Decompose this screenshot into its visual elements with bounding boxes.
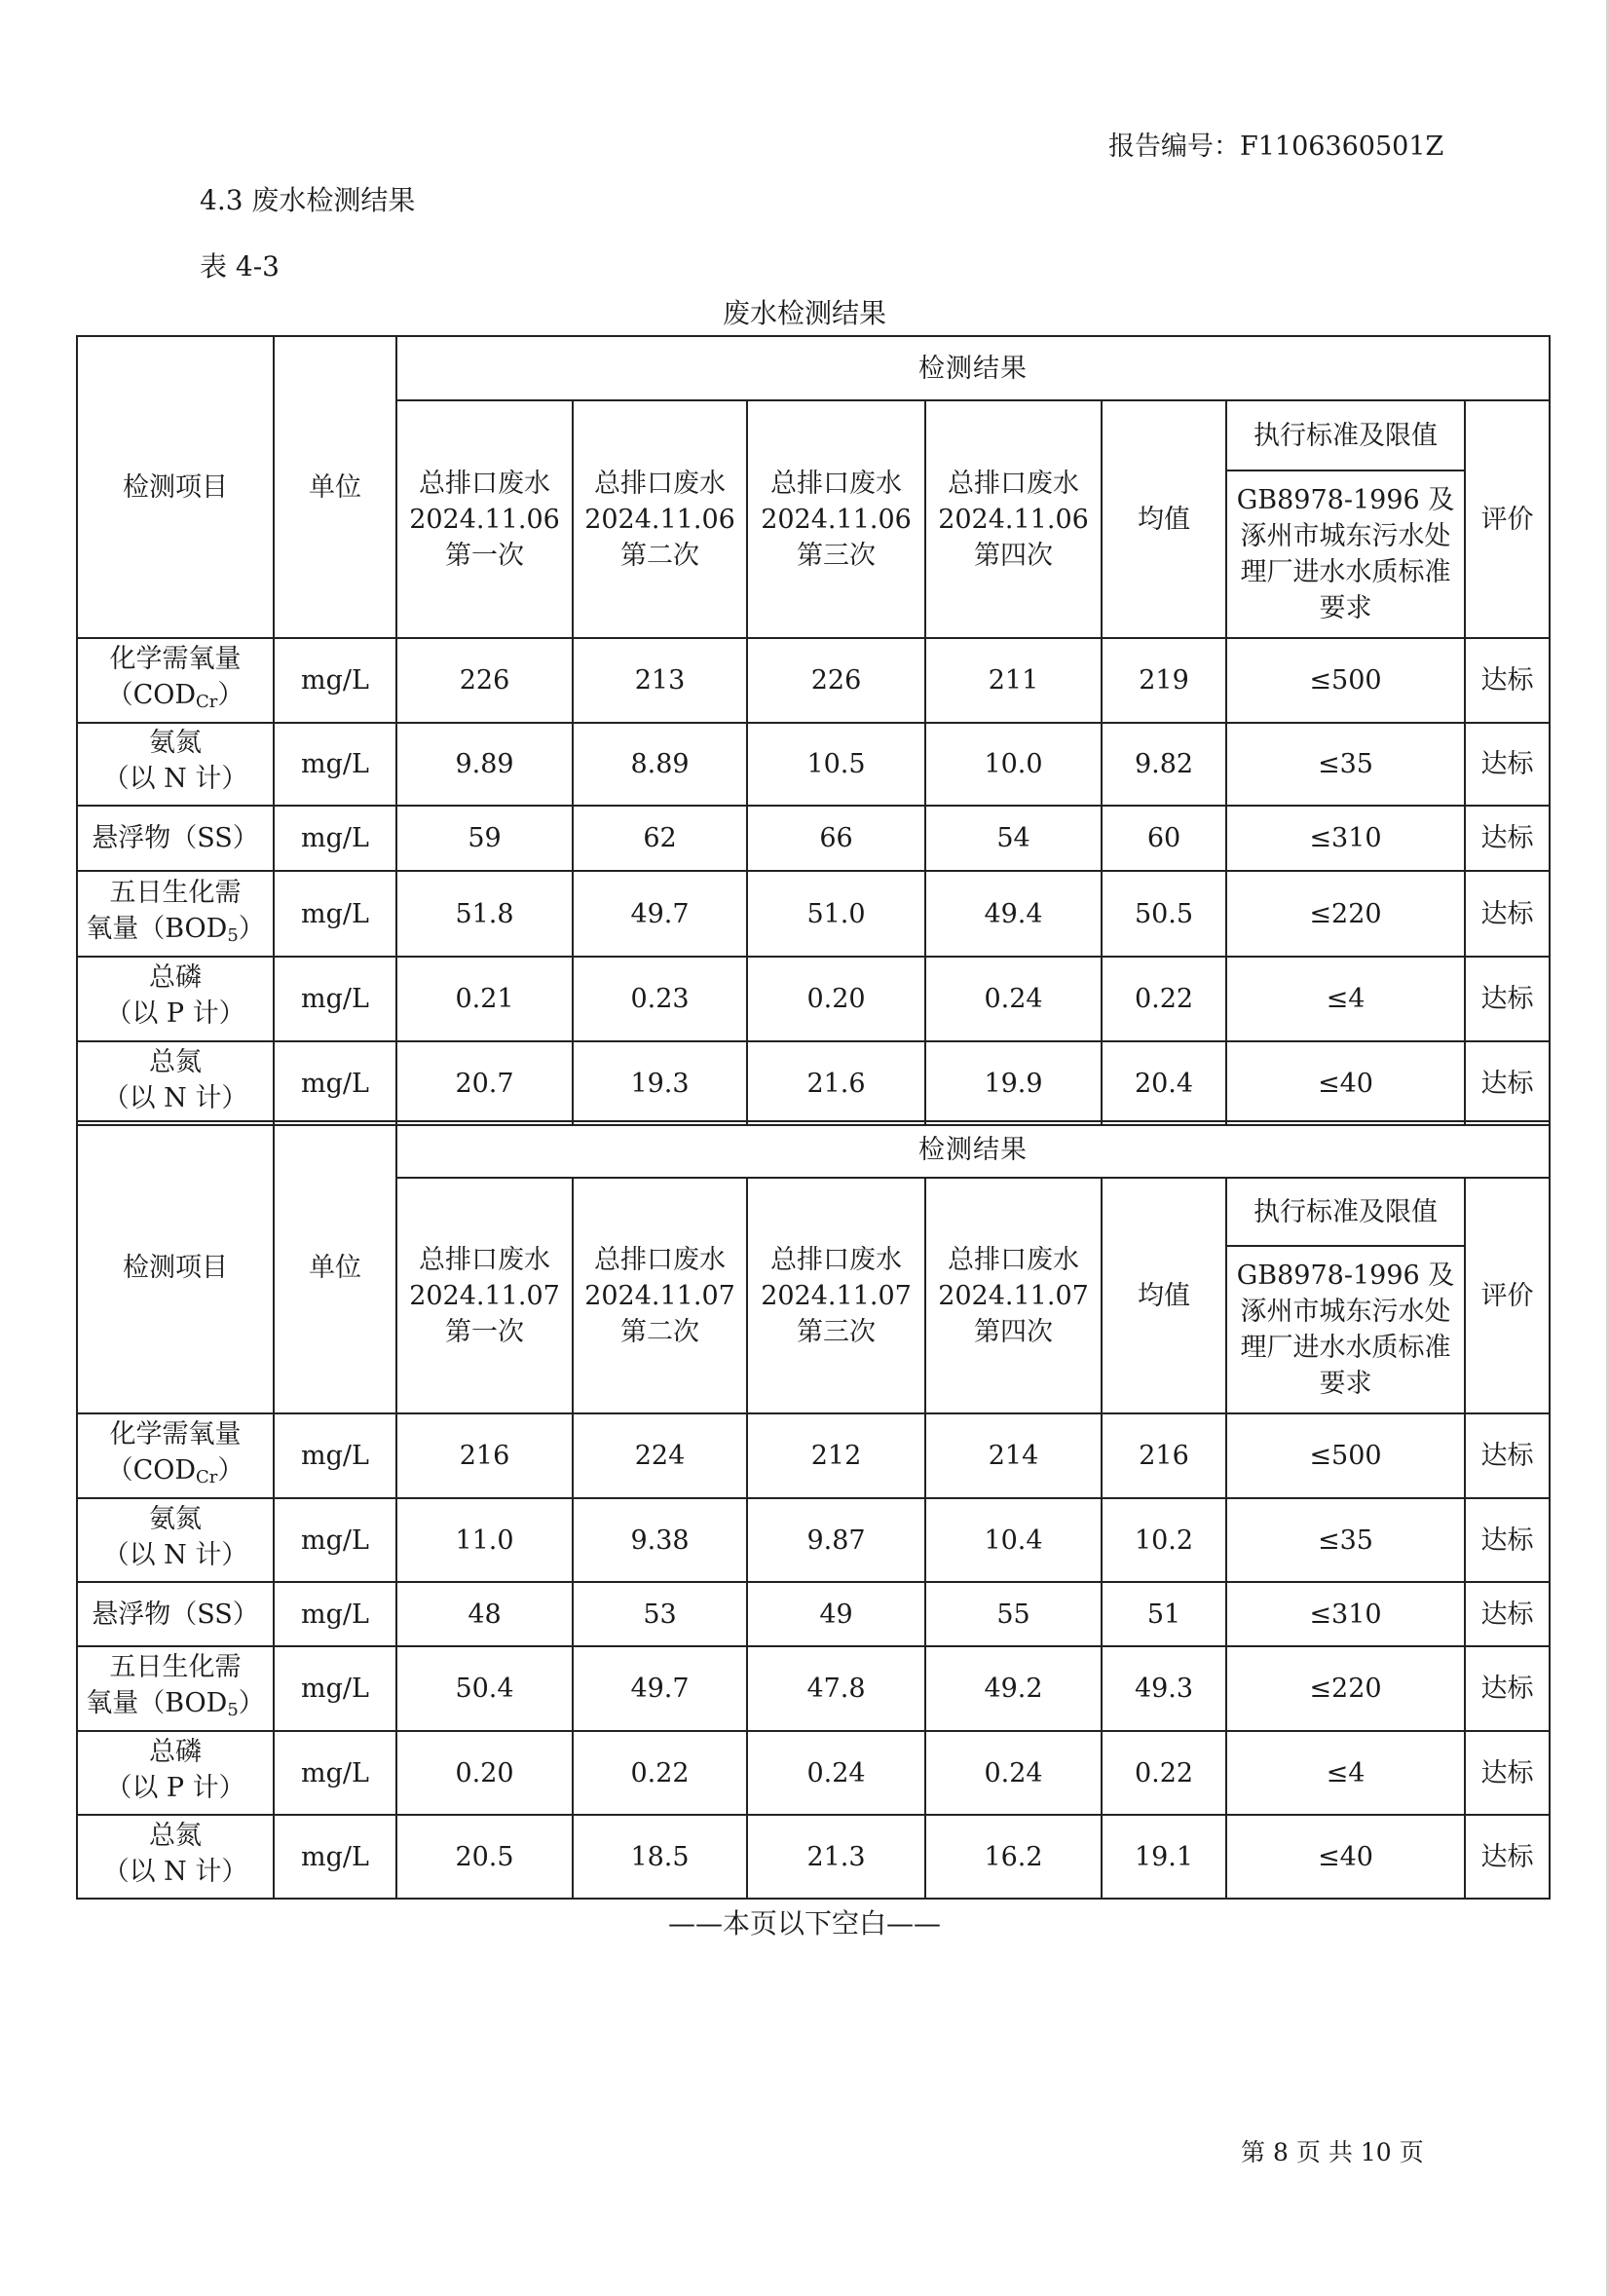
mean-cell: 19.1 xyxy=(1102,1815,1226,1899)
mean-cell: 60 xyxy=(1102,806,1226,871)
table-row xyxy=(77,723,1550,806)
value-cell: 51.8 xyxy=(396,871,573,957)
value-cell: 9.87 xyxy=(747,1498,925,1582)
col-header-standard: GB8978-1996 及涿州市城东污水处理厂进水水质标准要求 xyxy=(1226,470,1465,638)
value-cell: 21.6 xyxy=(747,1041,925,1125)
item-name: 总磷 （以 P 计） xyxy=(77,1731,274,1815)
value-cell: 54 xyxy=(925,806,1102,871)
limit-cell: ≤310 xyxy=(1226,806,1465,871)
value-cell: 62 xyxy=(573,806,747,871)
limit-cell: ≤500 xyxy=(1226,638,1465,723)
evaluation-cell: 达标 xyxy=(1465,638,1550,723)
item-name: 氨氮 （以 N 计） xyxy=(77,723,274,806)
value-cell: 20.7 xyxy=(396,1041,573,1125)
mean-cell: 10.2 xyxy=(1102,1498,1226,1582)
table-row xyxy=(77,638,1550,723)
limit-cell: ≤500 xyxy=(1226,1413,1465,1498)
evaluation-cell: 达标 xyxy=(1465,1498,1550,1582)
value-cell: 51.0 xyxy=(747,871,925,957)
value-cell: 59 xyxy=(396,806,573,871)
report-number: 报告编号：F1106360501Z xyxy=(1108,132,1444,162)
unit-cell: mg/L xyxy=(274,1731,396,1815)
evaluation-cell: 达标 xyxy=(1465,1582,1550,1646)
value-cell: 0.20 xyxy=(747,957,925,1041)
value-cell: 49.7 xyxy=(573,1646,747,1731)
col-header-sample: 总排口废水 2024.11.07 第三次 xyxy=(747,1178,925,1413)
value-cell: 50.4 xyxy=(396,1646,573,1731)
unit-cell: mg/L xyxy=(274,1646,396,1731)
unit-cell: mg/L xyxy=(274,1498,396,1582)
value-cell: 9.38 xyxy=(573,1498,747,1582)
limit-cell: ≤35 xyxy=(1226,723,1465,806)
item-name: 总氮 （以 N 计） xyxy=(77,1815,274,1899)
value-cell: 66 xyxy=(747,806,925,871)
mean-cell: 50.5 xyxy=(1102,871,1226,957)
value-cell: 0.20 xyxy=(396,1731,573,1815)
unit-cell: mg/L xyxy=(274,1041,396,1125)
item-name: 五日生化需 氧量$(BOD_5)$ xyxy=(77,1646,274,1731)
mean-cell: 216 xyxy=(1102,1413,1226,1498)
value-cell: 49 xyxy=(747,1582,925,1646)
value-cell: 0.23 xyxy=(573,957,747,1041)
limit-cell: ≤35 xyxy=(1226,1498,1465,1582)
value-cell: 216 xyxy=(396,1413,573,1498)
col-header-mean: 均值 xyxy=(1102,1178,1226,1413)
value-cell: 0.24 xyxy=(925,957,1102,1041)
item-name: 悬浮物（SS） xyxy=(77,806,274,871)
value-cell: 49.4 xyxy=(925,871,1102,957)
col-header-sample: 总排口废水 2024.11.06 第四次 xyxy=(925,400,1102,638)
mean-cell: 20.4 xyxy=(1102,1041,1226,1125)
item-name: 化学需氧量 $(COD_{Cr})$ xyxy=(77,1413,274,1498)
mean-cell: 0.22 xyxy=(1102,1731,1226,1815)
page-number: 第 8 页 共 10 页 xyxy=(1241,2138,1424,2166)
limit-cell: ≤220 xyxy=(1226,1646,1465,1731)
value-cell: 213 xyxy=(573,638,747,723)
col-header-unit: 单位 xyxy=(274,336,396,638)
mean-cell: 51 xyxy=(1102,1582,1226,1646)
mean-cell: 0.22 xyxy=(1102,957,1226,1041)
result-table-1 xyxy=(76,335,1551,1126)
table-row xyxy=(77,1041,1550,1125)
col-header-sample: 总排口废水 2024.11.06 第三次 xyxy=(747,400,925,638)
blank-page-note: ——本页以下空白—— xyxy=(667,1907,941,1939)
item-name: 总氮 （以 N 计） xyxy=(77,1041,274,1125)
unit-cell: mg/L xyxy=(274,1815,396,1899)
value-cell: 11.0 xyxy=(396,1498,573,1582)
value-cell: 10.5 xyxy=(747,723,925,806)
table-row xyxy=(77,1815,1550,1899)
unit-cell: mg/L xyxy=(274,723,396,806)
value-cell: 0.24 xyxy=(747,1731,925,1815)
unit-cell: mg/L xyxy=(274,638,396,723)
limit-cell: ≤310 xyxy=(1226,1582,1465,1646)
table-row xyxy=(77,1646,1550,1731)
col-header-item: 检测项目 xyxy=(77,1121,274,1413)
col-header-standard-group: 执行标准及限值 xyxy=(1226,1178,1465,1246)
value-cell: 21.3 xyxy=(747,1815,925,1899)
value-cell: 224 xyxy=(573,1413,747,1498)
col-header-item: 检测项目 xyxy=(77,336,274,638)
limit-cell: ≤220 xyxy=(1226,871,1465,957)
evaluation-cell: 达标 xyxy=(1465,1731,1550,1815)
value-cell: 8.89 xyxy=(573,723,747,806)
table-row xyxy=(77,1413,1550,1498)
col-header-unit: 单位 xyxy=(274,1121,396,1413)
value-cell: 19.9 xyxy=(925,1041,1102,1125)
unit-cell: mg/L xyxy=(274,1582,396,1646)
value-cell: 47.8 xyxy=(747,1646,925,1731)
value-cell: 10.0 xyxy=(925,723,1102,806)
value-cell: 55 xyxy=(925,1582,1102,1646)
item-name: 悬浮物（SS） xyxy=(77,1582,274,1646)
mean-cell: 9.82 xyxy=(1102,723,1226,806)
col-header-group: 检测结果 xyxy=(396,1121,1550,1178)
value-cell: 9.89 xyxy=(396,723,573,806)
mean-cell: 219 xyxy=(1102,638,1226,723)
item-name: 氨氮 （以 N 计） xyxy=(77,1498,274,1582)
col-header-sample: 总排口废水 2024.11.06 第一次 xyxy=(396,400,573,638)
value-cell: 48 xyxy=(396,1582,573,1646)
value-cell: 226 xyxy=(396,638,573,723)
limit-cell: ≤40 xyxy=(1226,1815,1465,1899)
section-heading: 4.3 废水检测结果 xyxy=(200,184,416,216)
unit-cell: mg/L xyxy=(274,957,396,1041)
mean-cell: 49.3 xyxy=(1102,1646,1226,1731)
value-cell: 53 xyxy=(573,1582,747,1646)
table-row xyxy=(77,806,1550,871)
unit-cell: mg/L xyxy=(274,1413,396,1498)
col-header-standard: GB8978-1996 及涿州市城东污水处理厂进水水质标准要求 xyxy=(1226,1246,1465,1413)
table-row xyxy=(77,1582,1550,1646)
table-row xyxy=(77,871,1550,957)
evaluation-cell: 达标 xyxy=(1465,723,1550,806)
table-label: 表 4-3 xyxy=(200,250,280,282)
col-header-mean: 均值 xyxy=(1102,400,1226,638)
unit-cell: mg/L xyxy=(274,806,396,871)
evaluation-cell: 达标 xyxy=(1465,957,1550,1041)
value-cell: 0.22 xyxy=(573,1731,747,1815)
value-cell: 226 xyxy=(747,638,925,723)
value-cell: 16.2 xyxy=(925,1815,1102,1899)
limit-cell: ≤4 xyxy=(1226,1731,1465,1815)
item-name: 总磷 （以 P 计） xyxy=(77,957,274,1041)
value-cell: 212 xyxy=(747,1413,925,1498)
value-cell: 211 xyxy=(925,638,1102,723)
evaluation-cell: 达标 xyxy=(1465,1646,1550,1731)
table-row xyxy=(77,1498,1550,1582)
table-row xyxy=(77,957,1550,1041)
unit-cell: mg/L xyxy=(274,871,396,957)
value-cell: 49.2 xyxy=(925,1646,1102,1731)
evaluation-cell: 达标 xyxy=(1465,871,1550,957)
item-name: 化学需氧量 $(COD_{Cr})$ xyxy=(77,638,274,723)
result-table-2 xyxy=(76,1120,1551,1900)
value-cell: 18.5 xyxy=(573,1815,747,1899)
evaluation-cell: 达标 xyxy=(1465,1041,1550,1125)
table-title: 废水检测结果 xyxy=(722,297,886,329)
value-cell: 19.3 xyxy=(573,1041,747,1125)
col-header-sample: 总排口废水 2024.11.07 第四次 xyxy=(925,1178,1102,1413)
col-header-sample: 总排口废水 2024.11.07 第一次 xyxy=(396,1178,573,1413)
value-cell: 10.4 xyxy=(925,1498,1102,1582)
col-header-sample: 总排口废水 2024.11.07 第二次 xyxy=(573,1178,747,1413)
value-cell: 0.21 xyxy=(396,957,573,1041)
item-name: 五日生化需 氧量$(BOD_5)$ xyxy=(77,871,274,957)
col-header-evaluation: 评价 xyxy=(1465,400,1550,638)
col-header-group: 检测结果 xyxy=(396,336,1550,400)
col-header-sample: 总排口废水 2024.11.06 第二次 xyxy=(573,400,747,638)
value-cell: 49.7 xyxy=(573,871,747,957)
table-row xyxy=(77,1731,1550,1815)
value-cell: 214 xyxy=(925,1413,1102,1498)
limit-cell: ≤4 xyxy=(1226,957,1465,1041)
value-cell: 0.24 xyxy=(925,1731,1102,1815)
col-header-standard-group: 执行标准及限值 xyxy=(1226,400,1465,470)
evaluation-cell: 达标 xyxy=(1465,806,1550,871)
evaluation-cell: 达标 xyxy=(1465,1815,1550,1899)
value-cell: 20.5 xyxy=(396,1815,573,1899)
limit-cell: ≤40 xyxy=(1226,1041,1465,1125)
col-header-evaluation: 评价 xyxy=(1465,1178,1550,1413)
evaluation-cell: 达标 xyxy=(1465,1413,1550,1498)
